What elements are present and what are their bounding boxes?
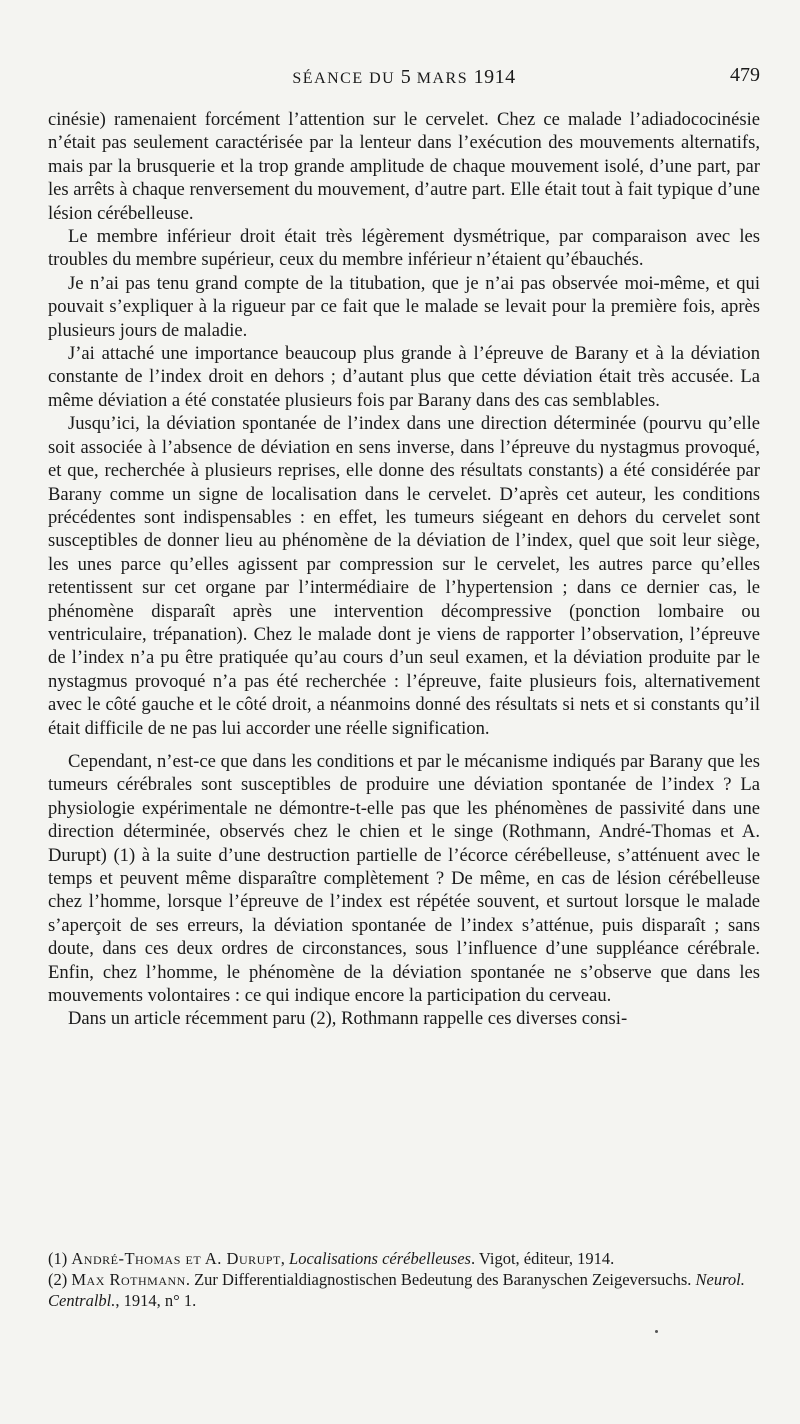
running-head-day: 5: [400, 66, 412, 88]
ink-speck: [655, 1330, 658, 1333]
page-number: 479: [730, 64, 760, 86]
page-header: [48, 66, 760, 96]
footnotes: [48, 1248, 760, 1311]
footnote-1-title: Localisations cérébelleuses: [289, 1249, 471, 1268]
footnote-1-comma: ,: [280, 1249, 290, 1268]
running-head: [48, 66, 760, 89]
paragraph: Le membre inférieur droit était très légèrement dysmétrique, par comparaison avec les troubles du membre supérieur, ceux du membre inférieur n’étaient qu’ébauchés.: [48, 226, 760, 271]
paragraph: Je n’ai pas tenu grand compte de la titubation, que je n’ai pas observée moi-même, et qui pouvait s’expliquer à la rigueur par ce fait que le malade se levait pour la première fois, après plusieurs jours de maladie.: [48, 272, 760, 341]
body-text: [48, 108, 760, 1031]
footnote-1-rest: . Vigot, éditeur, 1914.: [470, 1249, 615, 1268]
footnote-2-rest: . Zur Differentialdiagnostischen Bedeutung des Baranyschen Zeigeversuchs.: [185, 1270, 696, 1289]
footnote-2-tail: , 1914, n° 1.: [115, 1291, 197, 1310]
footnote-1-authors: André-Thomas et A. Durupt: [71, 1249, 281, 1268]
footnote-2: [48, 1269, 760, 1311]
paragraph-gap: [48, 740, 760, 750]
paragraph: Dans un article récemment paru (2), Rothmann rappelle ces diverses consi-: [68, 1008, 628, 1030]
footnote-1: [48, 1248, 760, 1269]
paragraph: J’ai attaché une importance beaucoup plus grande à l’épreuve de Barany et à la déviation constante de l’index droit en dehors ; d’autant plus que cette déviation était très accusée. La même déviation a été constatée plusieurs fois par Barany dans des cas semblables.: [48, 343, 760, 411]
running-head-session: SÉANCE DU: [292, 70, 401, 87]
running-head-year: 1914: [473, 66, 516, 88]
footnote-2-mark: (2): [48, 1270, 72, 1289]
footnote-2-author: Max Rothmann: [71, 1270, 186, 1289]
footnote-1-mark: (1): [48, 1249, 72, 1268]
paragraph: Cependant, n’est-ce que dans les conditions et par le mécanisme indiqués par Barany que les tumeurs cérébrales sont susceptibles de produire une déviation spontanée de l’index ? La physiologie expérimentale ne démontre-t-elle pas que les phénomènes de passivité dans une direction déterminée, observés chez le chien et le singe (Rothmann, André-Thomas et A. Durupt) (1) à la suite d’une destruction partielle de l’écorce cérébelleuse, s’atténuent avec le temps et peuvent même disparaître complètement ? De même, en cas de lésion cérébelleuse chez l’homme, lorsque l’épreuve de l’index est répétée souvent, et surtout lorsque le malade s’aperçoit de ses erreurs, la déviation spontanée de l’index s’atténue, puis disparaît ; sans doute, dans ces deux ordres de circonstances, sous l’influence d’une suppléance cérébrale. Enfin, chez l’homme, le phénomène de la déviation spontanée ne s’observe que dans les mouvements volontaires : ce qui indique encore la participation du cerveau.: [48, 750, 760, 1007]
running-head-month: MARS: [411, 70, 474, 87]
footnote-2-journal: Neurol. Centralbl.: [48, 1270, 745, 1310]
paragraph: cinésie) ramenaient forcément l’attention sur le cervelet. Chez ce malade l’adiadococinésie n’était pas seulement caractérisée par la lenteur dans l’exécution des mouvements alternatifs, mais par la brusquerie et la trop grande amplitude de chaque mouvement isolé, d’une part, par les arrêts à chaque renversement du mouvement, d’autre part. Elle était tout à fait typique d’une lésion cérébelleuse.: [48, 109, 760, 224]
paragraph: Jusqu’ici, la déviation spontanée de l’index dans une direction déterminée (pourvu qu’elle soit associée à l’absence de déviation en sens inverse, dans l’épreuve du nystagmus provoqué, et que, recherchée à plusieurs reprises, elle donne des résultats constants) a été considérée par Barany comme un signe de localisation dans le cervelet. D’après cet auteur, les conditions précédentes sont indispensables : en effet, les tumeurs siégeant en dehors du cervelet sont susceptibles de donner lieu au phénomène de la déviation de l’index, quel que soit leur siège, les unes parce qu’elles agissent par compression sur le cervelet, les autres parce qu’elles retentissent sur cet organe par l’intermédiaire de l’hypertension ; dans ce dernier cas, le phénomène disparaît après une intervention décompressive (ponction lombaire ou ventriculaire, trépanation). Chez le malade dont je viens de rapporter l’observation, l’épreuve de l’index n’a pu être pratiquée qu’au cours d’un seul examen, et la déviation produite par le nystagmus provoqué n’a pas été recherchée : l’épreuve, faite plusieurs fois, alternativement avec le côté gauche et le côté droit, a néanmoins donné des résultats si nets et si constants qu’il était difficile de ne pas lui accorder une réelle signification.: [48, 413, 760, 739]
